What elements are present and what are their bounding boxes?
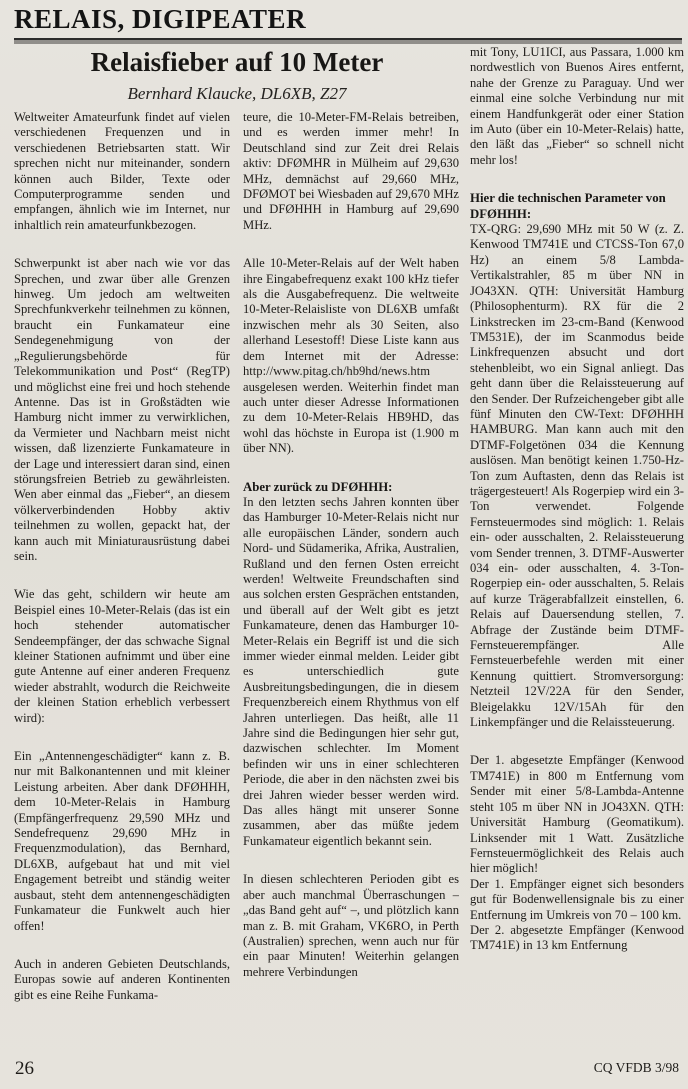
article-header <box>14 48 460 104</box>
paragraph: Der 1. abgesetzte Empfänger (Kenwood TM741E) in 800 m Entfernung vom Sender mit einer 5/8-Lambda-Antenne steht 105 m über NN in JO43XN. QTH: Universität Hamburg (Geomatikum). Linksender mit 1 Watt. Zusätzliche Fernsteuermöglichkeit des Relais auch hier möglich! <box>470 753 684 876</box>
article-title: Relaisfieber auf 10 Meter <box>90 47 384 77</box>
paragraph: Ein „Antennengeschädigter“ kann z. B. nur mit Balkonantennen und mit kleiner Leistung arbeiten. Aber dank DFØHHH, dem 10-Meter-Relais in Hamburg (Empfängerfrequenz 29,590 MHz und Sendefrequenz 29,690 MHz in Frequenzmodulation), das Bernhard, DL6XB, aufgebaut hat und mit viel Engagement betreibt und ständig weiter ausbaut, steht dem antennengeschädigten Funkamateur die Funkwelt auch hier offen! <box>14 749 230 933</box>
paragraph: teure, die 10-Meter-FM-Relais betreiben, und es werden immer mehr! In Deutschland sind zur Zeit drei Relais aktiv: DFØMHR in Mülheim auf 29,630 MHz, demnächst auf 29,660 MHz, DFØMOT bei Wiesbaden auf 29,670 MHz und DFØHHH in Hamburg auf 29,690 MHz. <box>243 110 459 232</box>
paragraph: Schwerpunkt ist aber nach wie vor das Sprechen, und zwar über alle Grenzen hinweg. Um jedoch am weltweiten Sprechfunkverkehr teilnehmen zu können, braucht ein Funkamateur eine Sendegenehmigung von der „Regulierungsbehörde für Telekommunikation und Post“ (RegTP) und möglichst eine frei und hoch stehende Antenne. Das ist in Großstädten wie Hamburg nicht immer zu verwirklichen, da Vermieter und Nachbarn meist nicht wissen, daß lizenzierte Funkamateure in der Lage und interessiert daran sind, einen störungsfreien Betrieb zu gewährleisten. Wen aber einmal das „Fieber“, an diesem völkerverbindenden Hobby aktiv teilnehmen zu wollen, gepackt hat, der kann auch mit Miniaturausrüstung dabei sein. <box>14 256 230 563</box>
paragraph: Auch in anderen Gebieten Deutschlands, Europas sowie auf anderen Kontinenten gibt es eine Reihe Funkama- <box>14 956 230 1002</box>
paragraph: In den letzten sechs Jahren konnten über das Hamburger 10-Meter-Relais nicht nur alle europäischen Länder, sondern auch Nord- und Südamerika, Afrika, Australien, Rußland und den fernen Osten erreicht werden! Weltweite Freundschaften sind aus solchen ersten Gesprächen entstanden, und überall auf der Welt gibt es jetzt Funkamateure, denen das Hamburger 10-Meter-Relais ein Begriff ist und die sich immer wieder einmal melden. Leider gibt es unterschiedlich gute Ausbreitungsbedingungen, die in diesem Frequenzbereich einem Rhythmus von elf Jahren unterliegen. Das heißt, alle 11 Jahre sind die Bedingungen hier sehr gut, dazwischen schlechter. Im Moment befinden wir uns in einer schlechteren Periode, die aber in den nächsten zwei bis drei Jahren wieder besser werden wird. Das alles hängt mit unserer Sonne zusammen, aber das müßte jedem Funkamateur eigentlich bekannt sein. <box>243 494 459 848</box>
section-title: RELAIS, DIGIPEATER <box>14 4 307 34</box>
paragraph: Der 1. Empfänger eignet sich besonders gut für Bodenwellensignale bis zu einer Entfernung im Umkreis von 70 – 100 km. <box>470 876 684 922</box>
paragraph: TX-QRG: 29,690 MHz mit 50 W (z. Z. Kenwood TM741E und CTCSS-Ton 67,0 Hz) an einem 5/8 Lambda-Vertikalstrahler, 85 m über NN in JO43XN. QTH: Universität Hamburg (Philosophenturm). RX für die 2 Linkstrecken im 23-cm-Band (Kenwood TM531E), der im Scanmodus beide Linkfrequenzen absucht und dort stehenbleibt, wo ein Signal anliegt. Das geht dann über die Relaissteuerung auf den Sender. Der Rufzeichengeber gibt alle fünf Minuten den CW-Text: DFØHHH HAMBURG. Man kann auch mit den DTMF-Folgetönen 034 die Kennung auslösen. Man benötigt keinen 1.750-Hz-Ton zum Auftasten, denn das Relais ist trägergesteuert! Als Rogerpiep wird ein 3-Ton verwendet. Folgende Fernsteuermodes sind möglich: 1. Relais ein- oder ausschalten, 2. Relaissteuerung vom Sender trennen, 3. DTMF-Auswerter 034 ein- oder ausschalten, 4. 3-Ton-Rogerpiep ein- oder ausschalten, 5. Relais auf kurze Trägerabfallzeit einstellen, 6. Relais auf Dauersendung stellen, 7. Abfrage der Zustände beim DTMF-Fernsteuerempfänger. Alle Fernsteuerbefehle werden mit einer Kennung quittiert. Stromversorgung: Netzteil 12V/22A für den Sender, Bleigelakku 12V/15Ah für den Linkempfänger und die Relaissteuerung. <box>470 222 684 730</box>
column-3 <box>470 45 684 1050</box>
column-1 <box>14 110 230 1045</box>
journal-footer: CQ VFDB 3/98 <box>593 1060 679 1075</box>
subheading-back-to-dfohhh: Aber zurück zu DFØHHH: <box>243 479 393 494</box>
paragraph: Der 2. abgesetzte Empfänger (Kenwood TM741E) in 13 km Entfernung <box>470 922 684 953</box>
section-header <box>14 5 682 44</box>
paragraph: Alle 10-Meter-Relais auf der Welt haben ihre Eingabefrequenz exakt 100 kHz tiefer als die Ausgabefrequenz. Die weltweite 10-Meter-Relaisliste von DL6XB umfaßt inzwischen mehr als 30 Seiten, also allerhand Lesestoff! Diese Liste kann aus dem Internet mit der Adresse: http://www.pitag.ch/hb9hd/news.htm ausgelesen werden. Weiterhin findet man auch unter dieser Adresse Informationen zu dem 10-Meter-Relais HB9HD, das wohl das höchste in Europa ist (1.900 m über NN). <box>243 256 459 456</box>
page-number: 26 <box>15 1058 34 1079</box>
paragraph: In diesen schlechteren Perioden gibt es aber auch manchmal Überraschungen – „das Band geht auf“ –, und plötzlich kann man z. B. mit Graham, VK6RO, in Perth (Australien) sprechen, wenn auch nur für ein paar Minuten! Weiterhin gelangen mehrere Verbindungen <box>243 872 459 979</box>
article-byline: Bernhard Klaucke, DL6XB, Z27 <box>127 83 347 103</box>
column-2 <box>243 110 459 1045</box>
subheading-technical-parameters: Hier die technischen Parameter von DFØHHH: <box>470 191 666 221</box>
header-rule-gray-line <box>14 40 682 44</box>
header-rule <box>14 38 682 44</box>
paragraph: Wie das geht, schildern wir heute am Beispiel eines 10-Meter-Relais (das ist ein hoch stehender automatischer Sendeempfänger, der das schwache Signal kleiner Stationen aufnimmt und über eine gute Antenne auf einer anderen Frequenz wieder abstrahlt, wodurch die Reichweite der kleinen Station erheblich verbessert wird): <box>14 587 230 725</box>
paragraph: Weltweiter Amateurfunk findet auf vielen verschiedenen Frequenzen und in verschiedenen Betriebsarten statt. Wir sprechen nicht nur miteinander, sondern können auch Bilder, Texte oder Computerprogramme senden und empfangen, ähnlich wie im Internet, nur inhaltlich rein amateurfunkbezogen. <box>14 110 230 232</box>
paragraph: mit Tony, LU1ICI, aus Passara, 1.000 km nordwestlich von Buenos Aires entfernt, nahe der Grenze zu Paraguay. Und wer einmal eine solche Verbindung nur mit einem Handfunkgerät oder einer Station im Auto (über ein 10-Meter-Relais) hatte, den läßt das „Fieber“ so schnell nicht mehr los! <box>470 45 684 167</box>
